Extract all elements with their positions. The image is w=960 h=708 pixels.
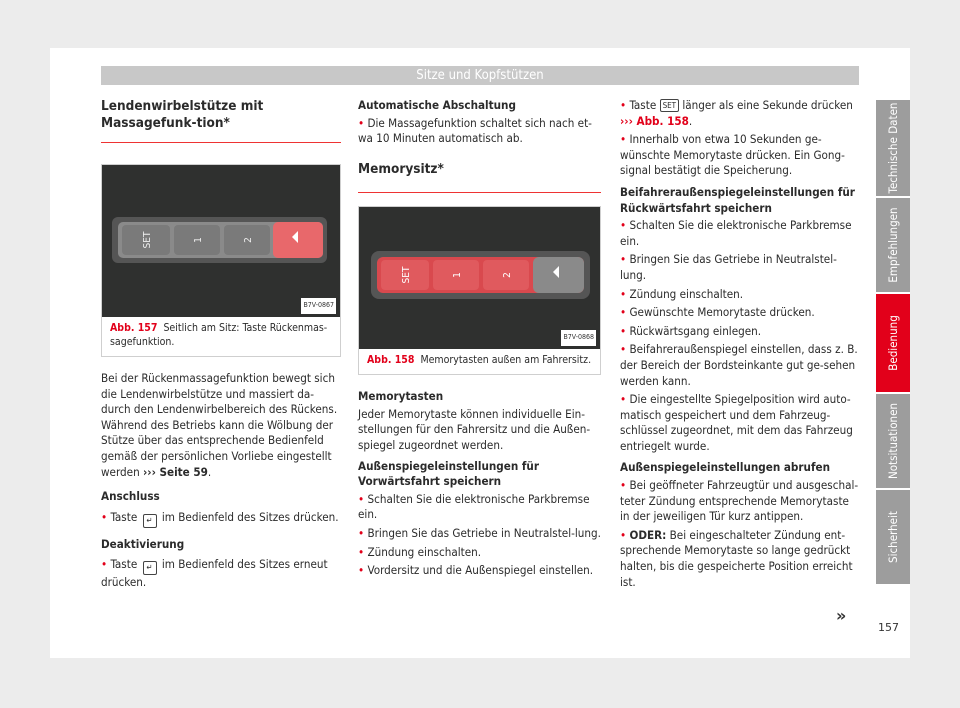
mem-title: Memorytasten [358, 389, 444, 404]
abruf-item-text: Bei geöffneter Fahrzeugtür und ausgeschal-teter Zündung entsprechende Memorytaste in der jeweiligen Tür kurz antippen. [620, 478, 859, 524]
continue-mark: » [836, 606, 847, 625]
tab-sicherheit[interactable] [876, 490, 910, 584]
rueck-item-text: Zündung einschalten. [629, 286, 744, 301]
rueck-item [620, 218, 860, 249]
figure-label: Abb. 157 [110, 322, 158, 334]
figure-158-image [359, 207, 600, 349]
anschluss-item [101, 510, 341, 528]
vor-item [358, 545, 601, 561]
rueck-item [620, 252, 860, 283]
a-item [620, 132, 860, 179]
tab-label: Notsituationen [886, 402, 900, 480]
bullet: • [358, 491, 365, 506]
anschluss-pre: Taste [110, 509, 138, 524]
key2-label: 2 [502, 271, 513, 278]
bullet: • [358, 115, 365, 130]
auto-item [358, 116, 601, 147]
bullet: • [620, 392, 627, 407]
rueck-item-text: Rückwärtsgang einlegen. [629, 323, 762, 338]
bullet: • [620, 342, 627, 357]
anschluss-post: im Bedienfeld des Sitzes drücken. [161, 509, 339, 524]
key2-label: 2 [243, 237, 254, 243]
vor-item [358, 563, 601, 579]
tab-label: Sicherheit [886, 511, 900, 563]
figure-157-image [102, 165, 340, 317]
bullet: • [620, 323, 627, 338]
bullet: • [101, 509, 108, 524]
rueck-item [620, 287, 860, 303]
oder-text: Bei eingeschalteter Zündung ent-sprechende Memorytaste so lange gedrückt halten, bis die gespeicherte Position erreicht ist. [620, 527, 853, 589]
mem-text: Jeder Memorytaste können individuelle Ein-stellungen für den Fahrersitz und die Außen-spiegel zugeordnet werden. [358, 406, 591, 453]
seat-panel-illustration [102, 165, 340, 317]
figure-link[interactable]: ››› Abb. 158 [620, 113, 689, 128]
figure-157 [101, 164, 341, 357]
bullet: • [620, 218, 627, 233]
bullet: • [620, 132, 627, 147]
bullet: • [620, 478, 627, 493]
rueck-title: Beifahreraußenspiegeleinstellungen für Rückwärtsfahrt speichern [620, 184, 855, 215]
memory-panel-illustration [359, 207, 600, 349]
vor-item [358, 526, 601, 542]
figure-158 [358, 206, 601, 376]
a-item-text: Innerhalb von etwa 10 Sekunden ge-wünschte Memorytaste drücken. Ein Gong-signal bestätigt die Speicherung. [620, 132, 845, 178]
bullet: • [101, 557, 108, 572]
column-2 [358, 98, 601, 582]
bullet: • [620, 98, 627, 112]
deakt-post: im Bedienfeld des Sitzes erneut drücken. [101, 557, 328, 590]
deakt-item [101, 557, 341, 591]
auto-title: Automatische Abschaltung [358, 98, 516, 112]
bullet: • [620, 305, 627, 320]
bullet: • [358, 544, 365, 559]
oder-label: ODER: [629, 527, 667, 542]
anschluss-title: Anschluss [101, 489, 160, 504]
intro-paragraph: Bei der Rückenmassagefunktion bewegt sich die Lendenwirbelstütze und massiert da-durch den Lendenwirbelbereich des Rückens. Während des Betriebs kann die Wölbung der Stütze über das entsprechende Bedienfeld gemäß der persönlichen Vorliebe eingestellt werden ››› Seite 59. [101, 371, 338, 479]
set-post: länger als eine Sekunde drücken [682, 98, 853, 112]
abruf-title: Außenspiegeleinstellungen abrufen [620, 460, 831, 475]
vor-item [358, 492, 601, 523]
rueck-item-text: Beifahreraußenspiegel einstellen, dass z. B. der Bereich der Bordsteinkante gut ge-sehen werden kann. [620, 342, 858, 388]
bullet: • [620, 286, 627, 301]
heading-memory: Memorysitz* [358, 160, 444, 177]
key1-label: 1 [193, 237, 204, 243]
deakt-title: Deaktivierung [101, 536, 185, 551]
tab-technische-daten[interactable] [876, 100, 910, 196]
rueck-item-text: Bringen Sie das Getriebe in Neutralstel-lung. [620, 252, 837, 282]
rueck-item-text: Die eingestellte Spiegelposition wird auto-matisch gespeichert und dem Fahrzeug-schlüssel zugeordnet, mit dem das Fahrzeug entriegelt wurde. [620, 392, 853, 453]
set-key-icon: SET [660, 99, 680, 112]
figure-157-caption [102, 317, 340, 356]
tab-bedienung[interactable] [876, 294, 910, 392]
rueck-item [620, 342, 860, 389]
rueck-item-text: Schalten Sie die elektronische Parkbremse ein. [620, 218, 852, 248]
figure-158-caption [359, 349, 600, 375]
tab-label: Empfehlungen [886, 207, 900, 283]
bullet: • [358, 563, 365, 578]
key1-label: 1 [452, 271, 463, 278]
figure-code: B7V-0867 [301, 298, 336, 314]
tab-label: Technische Daten [886, 102, 900, 194]
vor-item-text: Zündung einschalten. [367, 544, 482, 559]
abruf-item [620, 478, 860, 525]
rueck-item [620, 324, 860, 340]
caption-text: Memorytasten außen am Fahrersitz. [420, 353, 592, 366]
tab-empfehlungen[interactable] [876, 198, 910, 292]
column-1 [101, 98, 341, 596]
bullet: • [620, 527, 627, 542]
heading-wrap [101, 98, 341, 143]
massage-key-icon: ↵ [143, 561, 157, 575]
set-item: • Taste SET länger als eine Sekunde drücken ››› Abb. 158. [620, 98, 853, 128]
page-link[interactable]: ››› Seite 59 [143, 464, 208, 479]
section-header: Sitze und Kopfstützen [101, 66, 859, 85]
rueck-item [620, 392, 860, 454]
tab-label: Bedienung [886, 315, 900, 371]
bullet: • [358, 526, 365, 541]
vor-item-text: Schalten Sie die elektronische Parkbremse ein. [358, 491, 590, 522]
intro-text: Bei der Rückenmassagefunktion bewegt sich die Lendenwirbelstütze und massiert da-durch den Lendenwirbelbereich des Rückens. Während des Betriebs kann die Wölbung der Stütze über das entsprechende Bedienfeld gemäß der persönlichen Vorliebe eingestellt werden [101, 371, 338, 479]
set-key-label: SET [142, 231, 153, 249]
vor-item-text: Vordersitz und die Außenspiegel einstellen. [367, 563, 594, 578]
rueck-item-text: Gewünschte Memorytaste drücken. [629, 305, 815, 320]
oder-item [620, 528, 860, 590]
massage-key-icon: ↵ [143, 514, 157, 528]
auto-text: Die Massagefunktion schaltet sich nach et-wa 10 Minuten automatisch ab. [358, 115, 592, 146]
set-pre: Taste [629, 98, 657, 112]
rueck-item [620, 305, 860, 321]
figure-label: Abb. 158 [367, 353, 415, 366]
vor-item-text: Bringen Sie das Getriebe in Neutralstel-lung. [367, 526, 601, 541]
page-number: 157 [878, 621, 899, 634]
column-3 [620, 98, 860, 593]
bullet: • [620, 252, 627, 267]
heading-lumbar: Lendenwirbelstütze mit Massagefunk-tion* [101, 98, 264, 131]
deakt-pre: Taste [110, 557, 138, 572]
vor-title: Außenspiegeleinstellungen für Vorwärtsfahrt speichern [358, 458, 539, 489]
set-key-label: SET [401, 266, 412, 284]
caption-text: Seitlich am Sitz: Taste Rückenmas-sagefunktion. [110, 322, 328, 348]
figure-code: B7V-0868 [561, 330, 596, 346]
tab-notsituationen[interactable] [876, 394, 910, 488]
heading-wrap [358, 161, 601, 193]
